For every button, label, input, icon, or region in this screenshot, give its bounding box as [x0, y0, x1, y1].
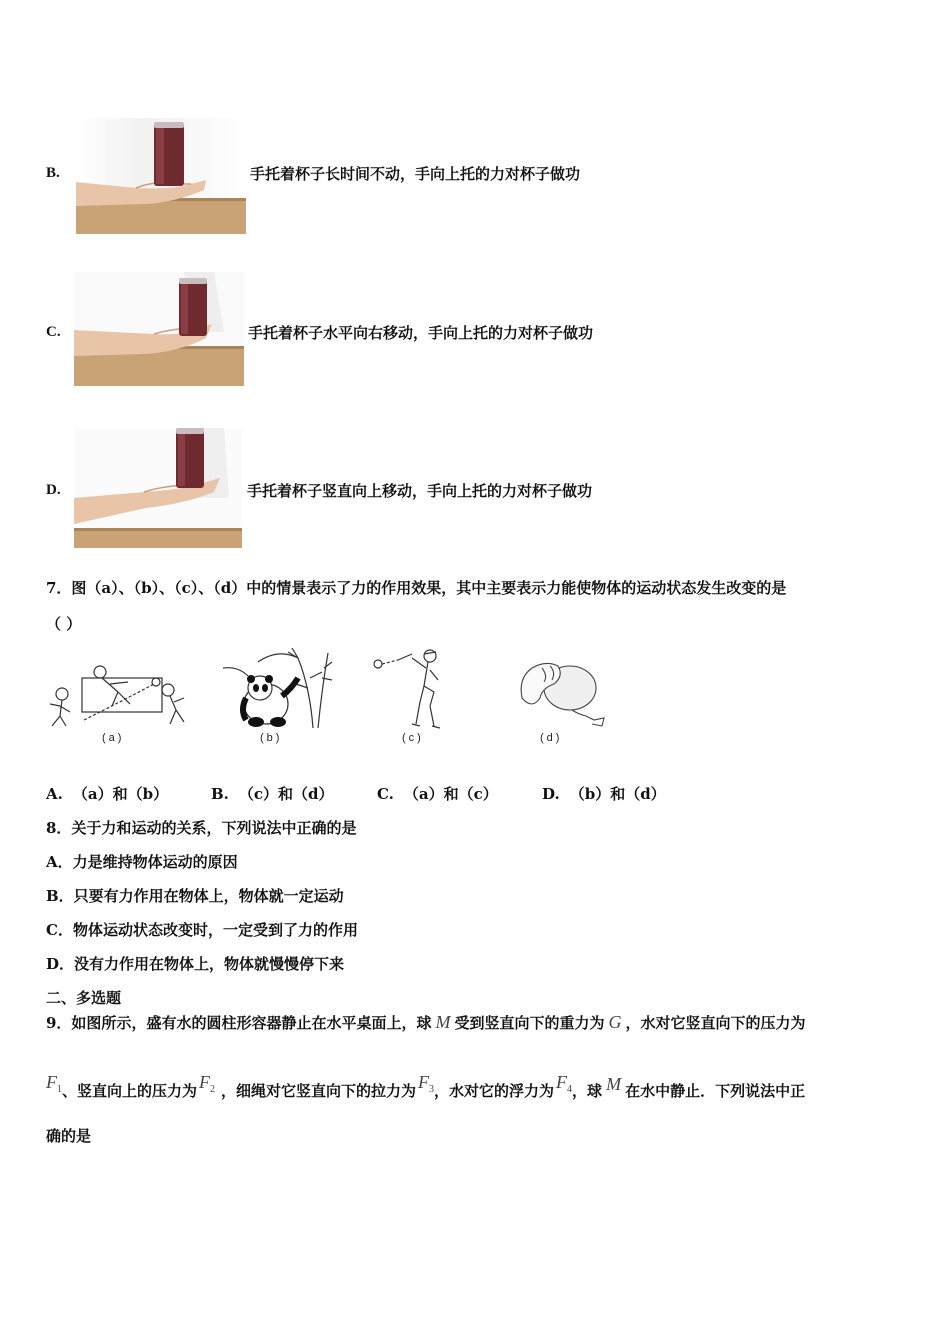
option-text: 手托着杯子竖直向上移动，手向上托的力对杯子做功 — [247, 482, 593, 500]
question-stem: 7．图（a）、（b）、（c）、（d）中的情景表示了力的作用效果，其中主要表示力能使物体的运动状态发生改变的是 — [46, 579, 787, 597]
symbol-f1: $F_1$ — [46, 1072, 62, 1095]
figure-d — [512, 658, 612, 750]
option-a[interactable]: A．力是维持物体运动的原因 — [46, 853, 238, 871]
q9-line-3: 确的是 — [46, 1127, 92, 1145]
option-d[interactable] — [542, 784, 666, 804]
symbol-f4: $F_4$ — [556, 1072, 573, 1095]
option-text: 手托着杯子长时间不动，手向上托的力对杯子做功 — [250, 165, 581, 183]
option-text: （c）和（d） — [238, 785, 334, 803]
kids-kicking-ball-image — [44, 660, 194, 730]
figure-caption: (b) — [260, 732, 283, 744]
option-letter: A. — [46, 785, 63, 803]
option-d[interactable]: D．没有力作用在物体上，物体就慢慢停下来 — [46, 955, 345, 973]
text: 9．如图所示，盛有水的圆柱形容器静止在水平桌面上，球 — [46, 1014, 432, 1032]
option-letter: C. — [377, 785, 394, 803]
hand-holding-cup-still-image — [76, 118, 246, 234]
symbol-g: G — [608, 1012, 622, 1032]
option-a[interactable] — [46, 784, 168, 804]
symbol-m: M — [435, 1012, 451, 1032]
figure-caption: (d) — [540, 732, 563, 744]
option-b[interactable] — [211, 784, 334, 804]
option-text: （b）和（d） — [569, 785, 666, 803]
option-letter: B. — [211, 785, 229, 803]
player-hitting-ball-image — [368, 646, 458, 730]
hand-squeezing-ball-image — [512, 658, 612, 730]
option-text: 手托着杯子水平向右移动，手向上托的力对杯子做功 — [248, 324, 594, 342]
option-letter: C. — [46, 324, 61, 340]
symbol-m: M — [606, 1074, 622, 1094]
panda-bending-bamboo-image — [218, 648, 333, 728]
figure-b — [218, 648, 333, 750]
option-b[interactable]: B．只要有力作用在物体上，物体就一定运动 — [46, 887, 344, 905]
text: 、竖直向上的压力为 — [62, 1082, 198, 1100]
option-text: （a）和（c） — [403, 785, 498, 803]
section-title: 二、多选题 — [46, 989, 122, 1007]
text: 在水中静止．下列说法中正 — [625, 1082, 806, 1100]
q9-line-1 — [46, 1012, 805, 1033]
symbol-f2: $F_2$ — [199, 1072, 216, 1095]
figure-caption: (a) — [102, 732, 125, 744]
option-letter: D. — [46, 482, 61, 498]
text: 受到竖直向下的重力为 — [454, 1014, 605, 1032]
option-c[interactable]: C．物体运动状态改变时，一定受到了力的作用 — [46, 921, 358, 939]
q9-line-2 — [46, 1068, 805, 1105]
option-text: （a）和（b） — [72, 785, 169, 803]
symbol-f3: $F_3$ — [418, 1072, 435, 1095]
answer-blank: （ ） — [46, 615, 82, 633]
hand-moving-cup-horizontal-image — [74, 272, 244, 386]
question-stem: 8．关于力和运动的关系，下列说法中正确的是 — [46, 819, 357, 837]
text: ，球 — [572, 1082, 603, 1100]
text: ，细绳对它竖直向下的拉力为 — [221, 1082, 417, 1100]
option-letter: D. — [542, 785, 560, 803]
text: ，水对它竖直向下的压力为 — [625, 1014, 806, 1032]
figure-c — [368, 646, 458, 750]
figure-caption: (c) — [402, 732, 424, 744]
figure-a — [44, 660, 194, 750]
text: ，水对它的浮力为 — [434, 1082, 555, 1100]
option-letter: B. — [46, 165, 60, 181]
hand-lifting-cup-up-image — [74, 428, 242, 548]
option-c[interactable] — [377, 784, 498, 804]
